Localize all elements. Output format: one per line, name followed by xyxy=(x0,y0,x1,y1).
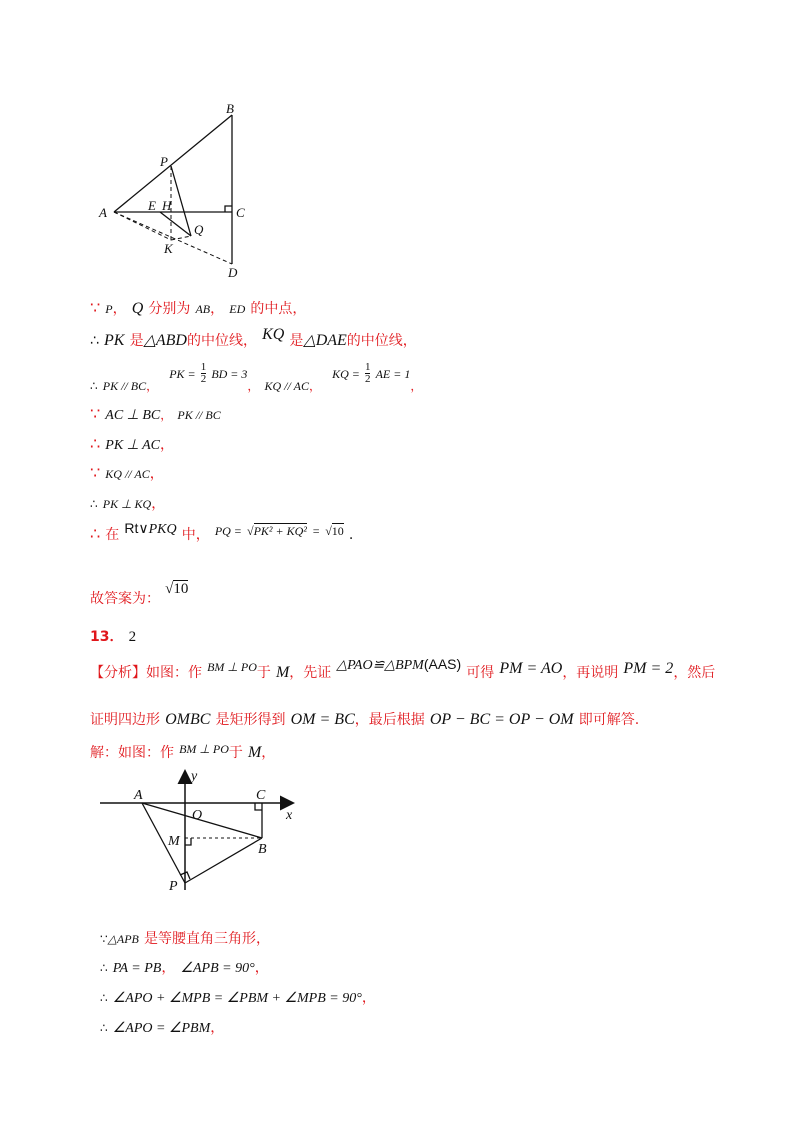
right-angle-mark-c xyxy=(225,206,232,212)
comma: ， xyxy=(161,960,176,976)
equation-angle-apb: ∠APB = 90° xyxy=(180,961,255,976)
text: 证明四边形 xyxy=(90,712,160,728)
segment-pq xyxy=(171,166,191,236)
text: 如图：作 xyxy=(146,665,202,681)
line-m3 xyxy=(100,987,376,1007)
label-y: y xyxy=(191,769,198,784)
therefore-symbol: ∴ xyxy=(100,991,108,1005)
text: 于 xyxy=(228,745,243,761)
because-symbol: ∵ xyxy=(100,932,108,946)
period: . xyxy=(348,527,354,543)
fraction-half xyxy=(201,362,207,385)
problem-13-header xyxy=(90,626,136,646)
equation-om-bc: OM = BC xyxy=(290,711,355,728)
comma: ， xyxy=(247,379,260,393)
text: 于 xyxy=(256,665,271,681)
analysis-tag: 【分析】 xyxy=(90,665,146,681)
triangle-abd: △ABD xyxy=(143,332,187,349)
label-b: B xyxy=(226,101,234,116)
label-p: P xyxy=(160,154,168,169)
segment-ab xyxy=(114,115,232,212)
label-m: M xyxy=(168,834,180,849)
var-ab: AB xyxy=(195,302,211,316)
therefore-symbol: ∴ xyxy=(90,524,101,543)
equation-pa-pb: PA = PB xyxy=(112,961,162,976)
equation-bm-perp-po: BM ⊥ PO xyxy=(207,660,257,674)
var-q: Q xyxy=(131,300,144,317)
dashed-ad xyxy=(114,212,232,264)
because-symbol: ∵ xyxy=(90,298,101,317)
label-d: D xyxy=(228,265,238,280)
equation-pk-parallel-bc: PK // BC xyxy=(177,408,221,422)
text: 的中点， xyxy=(250,301,307,317)
answer-value: √10 xyxy=(165,581,189,597)
comma: ， xyxy=(146,379,159,393)
text: 的中位线， xyxy=(346,333,417,349)
equation-pk-parallel-bc: PK // BC xyxy=(102,379,147,393)
congruence: △PAO≌△BPM xyxy=(336,658,424,673)
text: 分别为 xyxy=(148,301,191,317)
equation-angle-sum: ∠APO + ∠MPB = ∠PBM + ∠MPB = 90° xyxy=(112,991,362,1006)
comma: ， xyxy=(210,1020,225,1036)
line-m1 xyxy=(100,928,270,948)
therefore-symbol: ∴ xyxy=(100,1021,108,1035)
comma: ， xyxy=(361,990,376,1006)
therefore-symbol: ∴ xyxy=(90,434,101,453)
right-angle-mark-c xyxy=(255,803,262,810)
text: 中， xyxy=(181,527,210,543)
equation-kq-parallel-ac: KQ // AC xyxy=(264,379,309,393)
text: 的中位线， xyxy=(186,333,257,349)
because-symbol: ∵ xyxy=(90,404,101,423)
line-5 xyxy=(90,434,174,454)
comma: ， xyxy=(112,301,127,317)
comma: ， xyxy=(160,408,173,422)
text: 是等腰直角三角形， xyxy=(143,931,270,947)
quad-ombc: OMBC xyxy=(165,711,211,728)
sqrt-expression: √PK² + KQ² xyxy=(247,524,307,538)
rt-label: Rt xyxy=(124,520,139,536)
radicand: PK² + KQ² xyxy=(253,524,307,538)
triangle-dae: △DAE xyxy=(303,332,347,349)
line-8 xyxy=(90,520,354,544)
comma: ， xyxy=(151,496,166,512)
segment-pb xyxy=(185,838,262,883)
equation-kq-lhs: KQ = xyxy=(332,367,360,381)
equation-bd: BD = 3 xyxy=(211,367,248,381)
text: ，再说明 xyxy=(562,665,619,681)
equation-pk-lhs: PK = xyxy=(169,367,196,381)
text: 在 xyxy=(105,527,120,543)
therefore-symbol: ∴ xyxy=(90,379,98,393)
label-o: O xyxy=(192,808,203,823)
label-k: K xyxy=(164,241,173,256)
label-x: x xyxy=(286,808,293,823)
pq-formula xyxy=(215,520,349,539)
therefore-symbol: ∴ xyxy=(90,497,98,511)
comma: ， xyxy=(254,960,269,976)
label-p: P xyxy=(169,879,178,894)
sqrt-ten: √10 xyxy=(325,524,344,538)
equation-pm-2: PM = 2 xyxy=(623,660,674,677)
comma: ， xyxy=(308,379,321,393)
fraction-numerator: 1 xyxy=(364,361,371,373)
text: 即可解答. xyxy=(578,712,640,728)
analysis-line-1 xyxy=(90,656,716,682)
line-3 xyxy=(90,362,422,394)
triangle-pkq: PKQ xyxy=(148,522,177,537)
var-kq: KQ xyxy=(262,326,285,343)
text: 解：如图：作 xyxy=(90,745,174,761)
triangle-apb: △APB xyxy=(107,932,139,946)
text: 可得 xyxy=(466,665,495,681)
label-a: A xyxy=(134,788,143,803)
line-1 xyxy=(90,298,306,318)
label-h: H xyxy=(162,198,172,213)
line-7 xyxy=(90,493,165,513)
radicand: 10 xyxy=(331,524,344,538)
dashed-ak xyxy=(114,212,171,240)
equation-pk-perp-kq: PK ⊥ KQ xyxy=(102,497,152,511)
equation-pq-lhs: PQ = xyxy=(214,524,242,538)
answer-label: 故答案为： xyxy=(90,591,160,607)
equation-angle-equal: ∠APO = ∠PBM xyxy=(112,1021,211,1036)
therefore-symbol: ∴ xyxy=(90,333,99,349)
triangle-symbol: ∨ xyxy=(138,520,149,536)
label-c: C xyxy=(236,205,245,220)
comma: ， xyxy=(160,437,175,453)
text: 是 xyxy=(289,333,304,349)
geometry-figure-1 xyxy=(90,95,270,290)
line-6 xyxy=(90,463,164,483)
line-9 xyxy=(90,578,189,607)
var-ed: ED xyxy=(229,302,246,316)
label-q: Q xyxy=(194,222,204,237)
text: ，然后 xyxy=(673,665,716,681)
var-m: M xyxy=(247,744,262,761)
right-angle-mark-m xyxy=(185,838,191,845)
line-4 xyxy=(90,404,221,424)
radicand: 10 xyxy=(173,581,189,597)
because-symbol: ∵ xyxy=(90,463,101,482)
analysis-line-2 xyxy=(90,709,639,729)
geometry-figure-2 xyxy=(95,765,310,900)
label-a: A xyxy=(99,205,107,220)
comma: ， xyxy=(210,301,225,317)
line-m4 xyxy=(100,1017,224,1037)
equals: = xyxy=(311,524,321,538)
equation-pm-ao: PM = AO xyxy=(499,660,563,677)
equation-ac-perp-bc: AC ⊥ BC xyxy=(105,408,161,423)
segment-eq xyxy=(160,212,191,236)
solution-line-1 xyxy=(90,742,275,762)
comma: ， xyxy=(410,379,423,393)
fraction-denominator: 2 xyxy=(200,373,207,385)
equation-kq-parallel-ac: KQ // AC xyxy=(105,467,150,481)
fraction-denominator: 2 xyxy=(364,373,371,385)
aas: (AAS) xyxy=(423,656,462,672)
label-c: C xyxy=(256,788,266,803)
equation-ae: AE = 1 xyxy=(375,367,411,381)
problem-number: 13． xyxy=(90,629,124,645)
fraction-half xyxy=(365,362,371,385)
line-2 xyxy=(90,326,417,350)
label-b: B xyxy=(258,842,267,857)
text: 是矩形得到 xyxy=(215,712,286,728)
comma: ， xyxy=(149,466,164,482)
var-m: M xyxy=(275,664,290,681)
var-pk: PK xyxy=(104,332,125,349)
equation-pk-perp-ac: PK ⊥ AC xyxy=(105,438,161,453)
rt-triangle xyxy=(124,520,176,536)
equation-bm-perp-po: BM ⊥ PO xyxy=(179,742,229,756)
label-e: E xyxy=(148,198,156,213)
var-p: P xyxy=(105,302,113,316)
therefore-symbol: ∴ xyxy=(100,961,108,975)
text: 是 xyxy=(129,333,144,349)
line-m2 xyxy=(100,957,269,977)
text: ，先证 xyxy=(289,665,332,681)
problem-answer: 2 xyxy=(128,629,137,645)
equation-op: OP − BC = OP − OM xyxy=(429,711,574,728)
text: ，最后根据 xyxy=(354,712,425,728)
text: ， xyxy=(261,745,276,761)
fraction-numerator: 1 xyxy=(200,361,207,373)
